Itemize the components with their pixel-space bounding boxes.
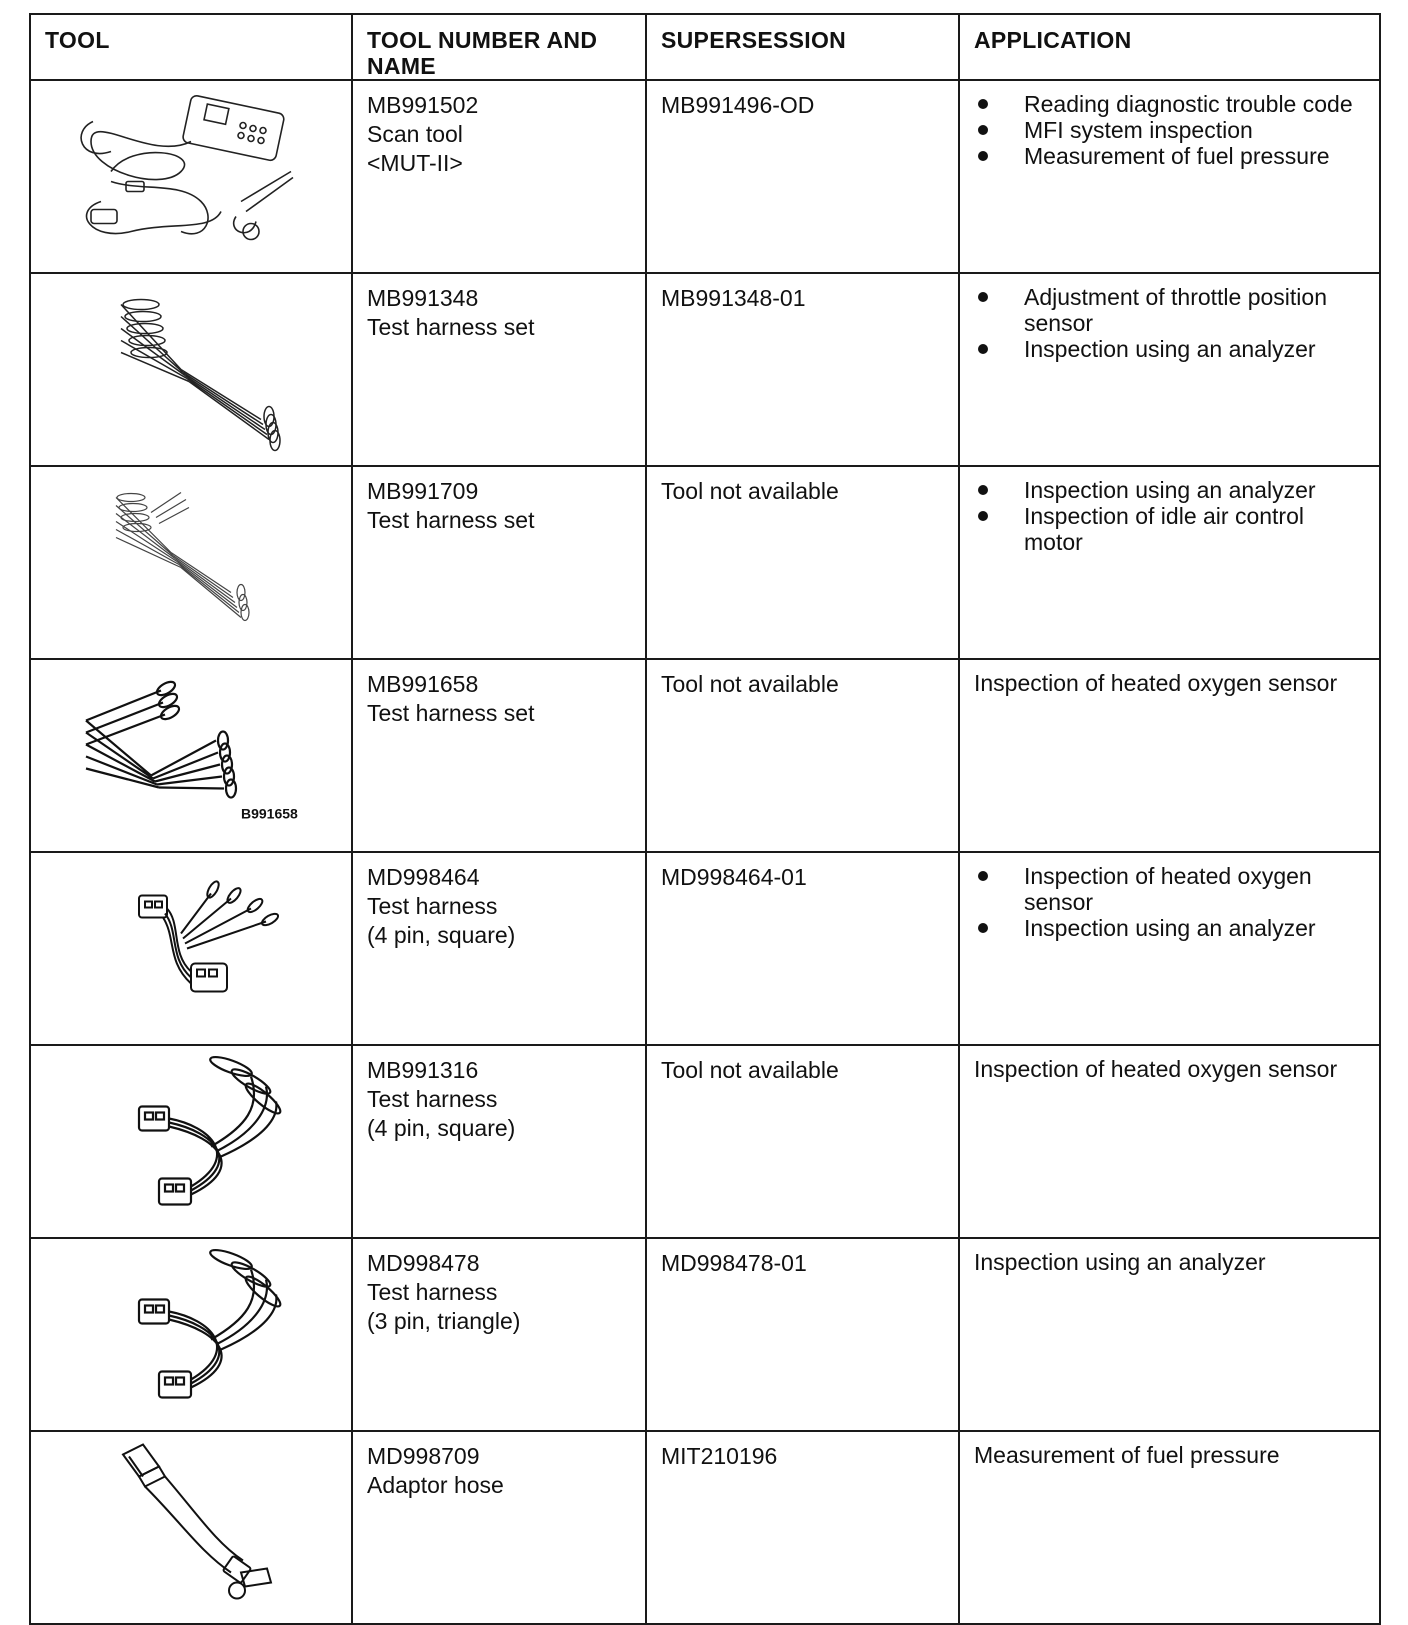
application-item: Inspection of idle air control motor bbox=[974, 503, 1365, 555]
application-cell bbox=[959, 659, 1380, 852]
tool-name: Test harness set bbox=[367, 507, 535, 533]
application-item: Inspection using an analyzer bbox=[974, 477, 1365, 503]
tool-number-name-cell bbox=[352, 1238, 646, 1431]
tool-number-name-cell bbox=[352, 1431, 646, 1624]
application-text: Inspection using an analyzer bbox=[974, 1249, 1266, 1275]
tool-number-name-cell bbox=[352, 80, 646, 273]
tool-number: MB991502 bbox=[367, 92, 479, 118]
special-tools-table bbox=[29, 13, 1381, 1625]
tool-number-name-cell bbox=[352, 1045, 646, 1238]
application-item: Inspection of heated oxygen sensor bbox=[974, 863, 1365, 915]
header-supersession: SUPERSESSION bbox=[646, 14, 959, 80]
tool-number-name-cell bbox=[352, 852, 646, 1045]
table-row bbox=[30, 80, 1380, 273]
tool-image-cell bbox=[30, 80, 352, 273]
tool-name: (3 pin, triangle) bbox=[367, 1308, 521, 1334]
table-row bbox=[30, 852, 1380, 1045]
tool-name: Scan tool bbox=[367, 121, 463, 147]
application-text: Inspection of heated oxygen sensor bbox=[974, 1056, 1338, 1082]
tool-image-cell bbox=[30, 852, 352, 1045]
application-item: Measurement of fuel pressure bbox=[974, 143, 1365, 169]
supersession-cell: Tool not available bbox=[646, 1045, 959, 1238]
application-cell bbox=[959, 1431, 1380, 1624]
application-item: Inspection using an analyzer bbox=[974, 336, 1365, 362]
tool-image-cell bbox=[30, 273, 352, 466]
tool-image-cell bbox=[30, 466, 352, 659]
tool-image-caption: B991658 bbox=[241, 805, 298, 822]
tool-number: MB991348 bbox=[367, 285, 479, 311]
supersession-cell: MB991496-OD bbox=[646, 80, 959, 273]
application-item: Adjustment of throttle position sensor bbox=[974, 284, 1365, 336]
tool-number: MB991316 bbox=[367, 1057, 479, 1083]
application-cell bbox=[959, 80, 1380, 273]
test-harness-connector-illustration bbox=[31, 1239, 351, 1420]
application-item: Reading diagnostic trouble code bbox=[974, 91, 1365, 117]
tool-name: (4 pin, square) bbox=[367, 922, 516, 948]
test-harness-set-illustration bbox=[31, 660, 351, 841]
tool-image-cell bbox=[30, 1238, 352, 1431]
supersession-cell: MD998464-01 bbox=[646, 852, 959, 1045]
table-row bbox=[30, 1045, 1380, 1238]
application-text: Inspection of heated oxygen sensor bbox=[974, 670, 1338, 696]
table-row bbox=[30, 273, 1380, 466]
application-text: Measurement of fuel pressure bbox=[974, 1442, 1280, 1468]
tool-number: MD998464 bbox=[367, 864, 480, 890]
table-row bbox=[30, 1431, 1380, 1624]
test-harness-connector-illustration bbox=[31, 1046, 351, 1227]
tool-name: Test harness bbox=[367, 1086, 498, 1112]
table-row bbox=[30, 1238, 1380, 1431]
header-tool-number-and-name: TOOL NUMBER AND NAME bbox=[352, 14, 646, 80]
tool-number: MD998478 bbox=[367, 1250, 480, 1276]
adaptor-hose-illustration bbox=[31, 1432, 351, 1613]
header-application: APPLICATION bbox=[959, 14, 1380, 80]
tool-image-cell bbox=[30, 1045, 352, 1238]
table-header-row bbox=[30, 14, 1380, 80]
tool-name: (4 pin, square) bbox=[367, 1115, 516, 1141]
tool-image-cell bbox=[30, 1431, 352, 1624]
tool-image-cell bbox=[30, 659, 352, 852]
supersession-cell: MD998478-01 bbox=[646, 1238, 959, 1431]
tool-name: Test harness bbox=[367, 1279, 498, 1305]
test-harness-connector-illustration bbox=[31, 853, 351, 1034]
tool-number-name-cell bbox=[352, 466, 646, 659]
supersession-cell: MB991348-01 bbox=[646, 273, 959, 466]
tool-number: MB991709 bbox=[367, 478, 479, 504]
test-harness-set-illustration bbox=[31, 467, 351, 648]
tool-name: Test harness set bbox=[367, 314, 535, 340]
application-cell bbox=[959, 852, 1380, 1045]
tool-number: MB991658 bbox=[367, 671, 479, 697]
tool-number-name-cell bbox=[352, 273, 646, 466]
test-harness-set-illustration bbox=[31, 274, 351, 455]
application-item: Inspection using an analyzer bbox=[974, 915, 1365, 941]
table-row bbox=[30, 659, 1380, 852]
tool-name: Test harness bbox=[367, 893, 498, 919]
application-cell bbox=[959, 273, 1380, 466]
application-cell bbox=[959, 1045, 1380, 1238]
application-cell bbox=[959, 1238, 1380, 1431]
table-row bbox=[30, 466, 1380, 659]
application-item: MFI system inspection bbox=[974, 117, 1365, 143]
tool-number: MD998709 bbox=[367, 1443, 480, 1469]
supersession-cell: MIT210196 bbox=[646, 1431, 959, 1624]
scan-tool-illustration bbox=[31, 81, 351, 262]
application-cell bbox=[959, 466, 1380, 659]
tool-name: <MUT-II> bbox=[367, 150, 463, 176]
tool-number-name-cell bbox=[352, 659, 646, 852]
header-tool: TOOL bbox=[30, 14, 352, 80]
tool-name: Test harness set bbox=[367, 700, 535, 726]
tool-name: Adaptor hose bbox=[367, 1472, 504, 1498]
supersession-cell: Tool not available bbox=[646, 659, 959, 852]
supersession-cell: Tool not available bbox=[646, 466, 959, 659]
